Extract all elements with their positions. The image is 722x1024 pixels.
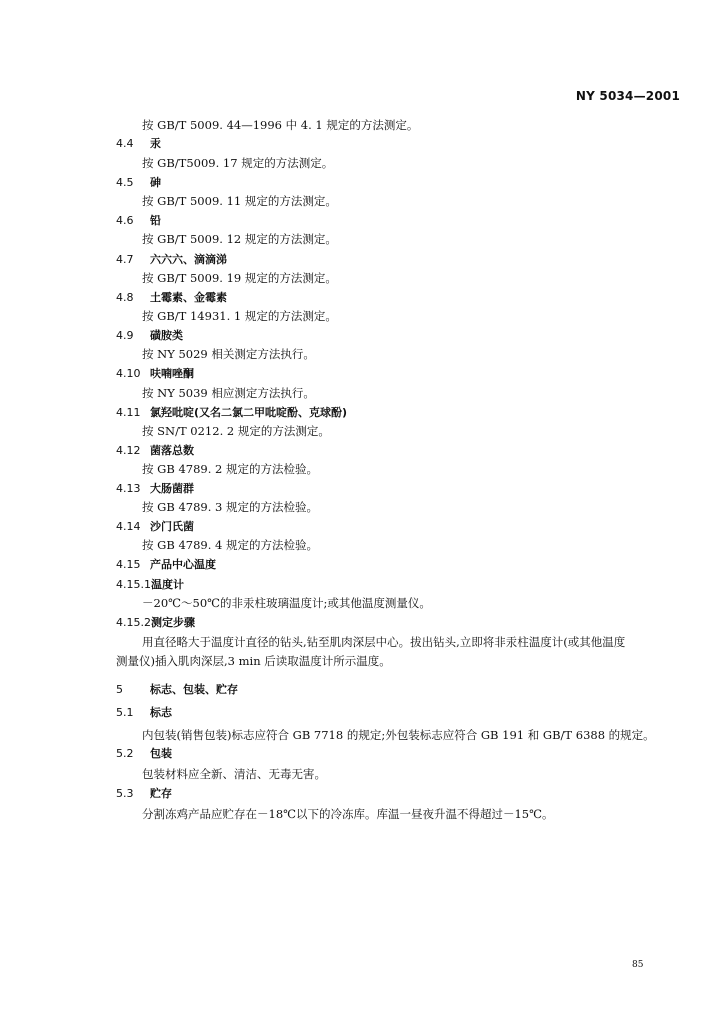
section-title: 标志、包装、贮存	[150, 683, 238, 696]
section-heading	[116, 615, 195, 630]
section-heading	[116, 290, 227, 305]
section-number: 5.2	[116, 747, 134, 760]
body-text-line: 按 GB/T 14931. 1 规定的方法测定。	[142, 309, 337, 323]
body-text-line: 按 GB/T 5009. 11 规定的方法测定。	[142, 194, 337, 208]
section-heading	[116, 252, 227, 267]
section-heading	[116, 405, 347, 420]
section-title: 沙门氏菌	[150, 520, 194, 533]
section-heading	[116, 682, 238, 697]
section-number: 4.11	[116, 406, 141, 419]
body-text-line: 内包装(销售包装)标志应符合 GB 7718 的规定;外包装标志应符合 GB 191 和 GB/T 6388 的规定。	[142, 728, 655, 742]
section-title: 呋喃唑酮	[150, 367, 194, 380]
section-heading	[116, 577, 184, 592]
section-number: 4.6	[116, 214, 134, 227]
section-heading	[116, 519, 194, 534]
section-title: 菌落总数	[150, 444, 194, 457]
body-text-line: 按 GB 4789. 2 规定的方法检验。	[142, 462, 318, 476]
section-heading	[116, 557, 216, 572]
section-title: 汞	[150, 137, 161, 150]
section-title: 产品中心温度	[150, 558, 216, 571]
body-text-line: －20℃～50℃的非汞柱玻璃温度计;或其他温度测量仪。	[142, 596, 431, 610]
section-title: 砷	[150, 176, 161, 189]
section-number: 4.10	[116, 367, 141, 380]
page-number: 85	[632, 960, 644, 970]
section-heading	[116, 705, 172, 720]
section-heading	[116, 786, 172, 801]
section-number: 4.15.2	[116, 616, 151, 629]
section-title: 氯羟吡啶(又名二氯二甲吡啶酚、克球酚)	[150, 406, 348, 419]
section-title: 测定步骤	[151, 616, 195, 629]
section-title: 六六六、滴滴涕	[150, 253, 227, 266]
section-title: 磺胺类	[150, 329, 183, 342]
section-heading	[116, 136, 161, 151]
section-number: 5	[116, 683, 123, 696]
section-number: 5.3	[116, 787, 134, 800]
section-heading	[116, 328, 183, 343]
section-heading	[116, 481, 194, 496]
section-heading	[116, 175, 161, 190]
body-text-line: 按 NY 5029 相关测定方法执行。	[142, 347, 315, 361]
document-number: NY 5034—2001	[575, 89, 680, 103]
section-number: 4.13	[116, 482, 141, 495]
body-text-line: 按 GB/T 5009. 19 规定的方法测定。	[142, 271, 337, 285]
section-title: 贮存	[150, 787, 172, 800]
section-title: 大肠菌群	[150, 482, 194, 495]
section-number: 4.4	[116, 137, 134, 150]
section-number: 4.14	[116, 520, 141, 533]
section-heading	[116, 366, 194, 381]
section-title: 土霉素、金霉素	[150, 291, 227, 304]
body-text-line: 包装材料应全新、清洁、无毒无害。	[142, 767, 326, 781]
body-text-line: 按 GB 4789. 4 规定的方法检验。	[142, 538, 318, 552]
body-text-line: 按 SN/T 0212. 2 规定的方法测定。	[142, 424, 330, 438]
section-number: 4.15	[116, 558, 141, 571]
section-title: 铅	[150, 214, 161, 227]
section-number: 5.1	[116, 706, 134, 719]
section-number: 4.15.1	[116, 578, 151, 591]
section-heading	[116, 746, 172, 761]
body-text-line: 分割冻鸡产品应贮存在－18℃以下的冷冻库。库温一昼夜升温不得超过－15℃。	[142, 807, 554, 821]
body-text-line: 测量仪)插入肌肉深层,3 min 后读取温度计所示温度。	[116, 654, 391, 668]
section-heading	[116, 443, 194, 458]
section-title: 温度计	[151, 578, 184, 591]
body-text-line: 按 GB 4789. 3 规定的方法检验。	[142, 500, 318, 514]
body-text-line: 按 GB/T5009. 17 规定的方法测定。	[142, 156, 334, 170]
body-text-line: 按 GB/T 5009. 12 规定的方法测定。	[142, 232, 337, 246]
section-heading	[116, 213, 161, 228]
section-number: 4.9	[116, 329, 134, 342]
section-number: 4.8	[116, 291, 134, 304]
section-number: 4.7	[116, 253, 134, 266]
body-text-line: 按 NY 5039 相应测定方法执行。	[142, 386, 315, 400]
section-title: 标志	[150, 706, 172, 719]
section-number: 4.12	[116, 444, 141, 457]
section-title: 包装	[150, 747, 172, 760]
section-number: 4.5	[116, 176, 134, 189]
body-text-line: 用直径略大于温度计直径的钻头,钻至肌肉深层中心。拔出钻头,立即将非汞柱温度计(或其他温度	[142, 635, 626, 649]
body-text-line: 按 GB/T 5009. 44—1996 中 4. 1 规定的方法测定。	[142, 118, 419, 132]
